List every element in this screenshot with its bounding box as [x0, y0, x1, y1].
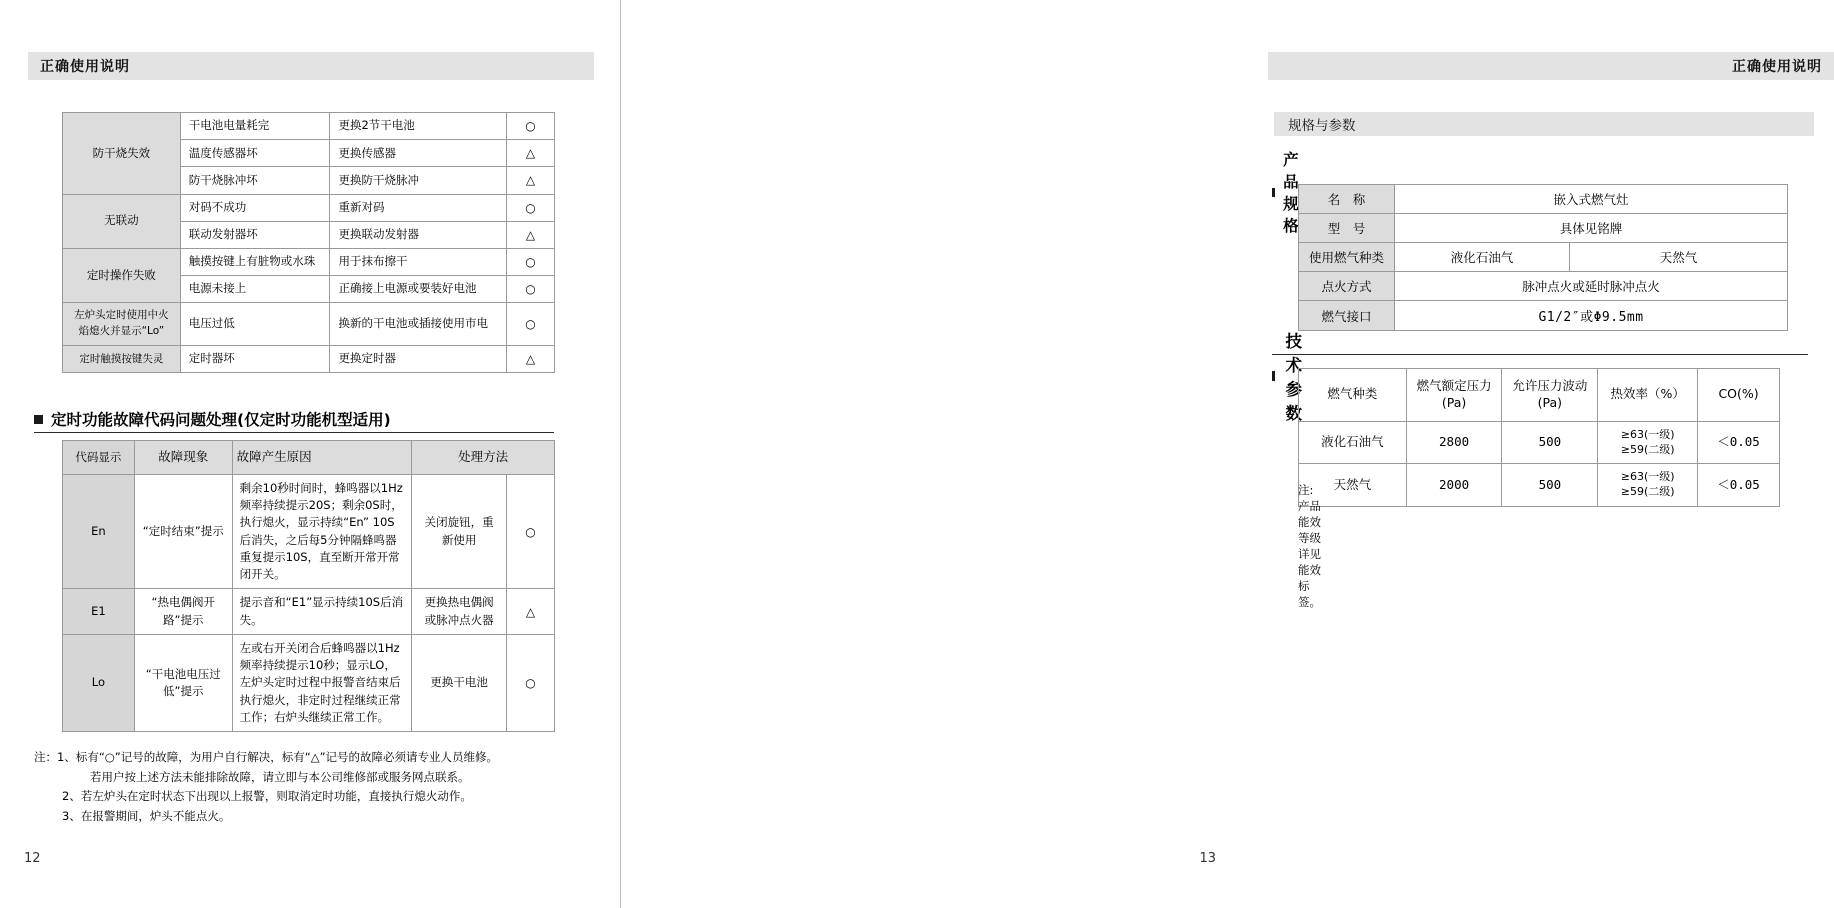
fault-category: 定时触摸按键失灵 [63, 345, 181, 372]
fault-mark: ○ [507, 113, 555, 140]
spec-value: 嵌入式燃气灶 [1395, 185, 1788, 214]
fault-solution: 用于抹布擦干 [330, 248, 507, 275]
fault-solution: 更换联动发射器 [330, 221, 507, 248]
fault-phenomenon: 联动发射器坏 [180, 221, 330, 248]
efficiency-grade-2: ≥59(二级) [1620, 442, 1675, 456]
tech-note: 注:产品能效等级详见能效标签。 [1298, 483, 1321, 609]
error-phenomenon: “热电偶阀开路”提示 [134, 589, 232, 635]
fault-troubleshooting-table [62, 112, 555, 373]
error-phenomenon: “干电池电压过低”提示 [134, 634, 232, 731]
fault-mark: △ [507, 140, 555, 167]
error-cause: 剩余10秒时间时，蜂鸣器以1Hz频率持续提示20S；剩余0S时，执行熄火，显示持续“En” 10S后消失，之后每5分钟隔蜂鸣器重复提示10S，直至断开常开常闭开关。 [232, 474, 412, 589]
error-method: 更换干电池 [412, 634, 507, 731]
timer-section-heading [34, 408, 391, 430]
error-cause: 左或右开关闭合后蜂鸣器以1Hz频率持续提示10秒；显示LO，左炉头定时过程中报警音结束后执行熄火，非定时过程继续正常工作；右炉头继续正常工作。 [232, 634, 412, 731]
right-page-header [1268, 52, 1834, 80]
table-row [1299, 464, 1780, 507]
fault-solution: 正确接上电源或要装好电池 [330, 276, 507, 303]
error-mark: ○ [507, 474, 555, 589]
fault-phenomenon: 对码不成功 [180, 194, 330, 221]
table-row [1299, 272, 1788, 301]
table-header-row [1299, 369, 1780, 422]
error-mark: ○ [507, 634, 555, 731]
fault-mark: ○ [507, 248, 555, 275]
spec-section-bar: 规格与参数 [1274, 112, 1814, 136]
table-row [1299, 185, 1788, 214]
table-row [63, 248, 555, 275]
tech-spec-title: 技术参数 [1285, 332, 1302, 423]
note-line: 3、在报警期间，炉头不能点火。 [62, 808, 231, 823]
table-row [63, 194, 555, 221]
right-page-number: 13 [1199, 851, 1216, 866]
fault-phenomenon: 电源未接上 [180, 276, 330, 303]
error-code: En [63, 474, 135, 589]
fault-mark: ○ [507, 303, 555, 346]
table-row [63, 345, 555, 372]
fault-solution: 更换防干烧脉冲 [330, 167, 507, 194]
tech-co: ＜0.05 [1698, 464, 1780, 507]
left-header-title: 正确使用说明 [40, 59, 130, 75]
note-line: 2、若左炉头在定时状态下出现以上报警，则取消定时功能，直接执行熄火动作。 [62, 789, 472, 804]
spec-label: 使用燃气种类 [1299, 243, 1395, 272]
table-row [1299, 243, 1788, 272]
spec-value: 具体见铭牌 [1395, 214, 1788, 243]
spec-value: 液化石油气 [1395, 243, 1570, 272]
square-bullet-icon [1272, 188, 1275, 197]
table-row [63, 303, 555, 346]
table-row [63, 589, 555, 635]
table-row [1299, 301, 1788, 331]
fault-solution: 更换定时器 [330, 345, 507, 372]
tech-gas-type: 天然气 [1299, 464, 1407, 507]
right-header-title: 正确使用说明 [1732, 59, 1822, 75]
table-row [1299, 214, 1788, 243]
tech-section-rule [1272, 354, 1808, 355]
square-bullet-icon [34, 415, 43, 424]
tech-thermal-efficiency [1598, 464, 1698, 507]
error-code-table [62, 440, 555, 732]
left-page-number: 12 [24, 851, 41, 866]
fault-mark: △ [507, 167, 555, 194]
tech-parameters-table [1298, 368, 1780, 507]
tech-rated-pressure: 2000 [1406, 464, 1502, 507]
fault-category: 定时操作失败 [63, 248, 181, 302]
col-header-pressure-fluctuation: 允许压力波动(Pa) [1502, 369, 1598, 422]
fault-solution: 更换传感器 [330, 140, 507, 167]
tech-pressure-fluctuation: 500 [1502, 421, 1598, 464]
col-header-co: CO(%) [1698, 369, 1780, 422]
table-row [63, 474, 555, 589]
col-header-rated-pressure: 燃气额定压力(Pa) [1406, 369, 1502, 422]
tech-rated-pressure: 2800 [1406, 421, 1502, 464]
tech-co: ＜0.05 [1698, 421, 1780, 464]
spec-value: 脉冲点火或延时脉冲点火 [1395, 272, 1788, 301]
timer-section-title: 定时功能故障代码问题处理(仅定时功能机型适用) [51, 411, 391, 429]
fault-category: 防干烧失效 [63, 113, 181, 195]
error-code: E1 [63, 589, 135, 635]
fault-mark: ○ [507, 276, 555, 303]
spec-label: 名 称 [1299, 185, 1395, 214]
fault-category: 左炉头定时使用中火焰熄火并显示“Lo” [63, 303, 181, 346]
col-header-thermal-efficiency: 热效率（%） [1598, 369, 1698, 422]
error-cause: 提示音和“E1”显示持续10S后消失。 [232, 589, 412, 635]
col-header-cause: 故障产生原因 [232, 441, 412, 475]
spec-value: G1/2″或Φ9.5mm [1395, 301, 1788, 331]
col-header-method: 处理方法 [412, 441, 555, 475]
efficiency-grade-2: ≥59(二级) [1620, 485, 1675, 499]
error-code: Lo [63, 634, 135, 731]
table-header-row [63, 441, 555, 475]
col-header-code: 代码显示 [63, 441, 135, 475]
col-header-gas-type: 燃气种类 [1299, 369, 1407, 422]
error-mark: △ [507, 589, 555, 635]
left-page [0, 0, 620, 908]
note-line: 注：1、标有“○”记号的故障，为用户自行解决，标有“△”记号的故障必须请专业人员维修。 [34, 750, 499, 764]
error-phenomenon: “定时结束”提示 [134, 474, 232, 589]
fault-phenomenon: 干电池电量耗完 [180, 113, 330, 140]
fault-phenomenon: 防干烧脉冲坏 [180, 167, 330, 194]
table-row [63, 634, 555, 731]
error-method: 关闭旋钮，重新使用 [412, 474, 507, 589]
spec-label: 点火方式 [1299, 272, 1395, 301]
tech-thermal-efficiency [1598, 421, 1698, 464]
fault-mark: △ [507, 345, 555, 372]
table-row [63, 113, 555, 140]
left-page-header [28, 52, 594, 80]
fault-category: 无联动 [63, 194, 181, 248]
tech-pressure-fluctuation: 500 [1502, 464, 1598, 507]
product-spec-table [1298, 184, 1788, 331]
fault-phenomenon: 触摸按键上有脏物或水珠 [180, 248, 330, 275]
fault-phenomenon: 定时器坏 [180, 345, 330, 372]
right-page [620, 0, 1822, 908]
note-line: 若用户按上述方法未能排除故障，请立即与本公司维修部或服务网点联系。 [90, 769, 470, 784]
efficiency-grade-1: ≥63(一级) [1620, 470, 1675, 484]
timer-section-rule [34, 432, 554, 433]
col-header-phenomenon: 故障现象 [134, 441, 232, 475]
spec-value: 天然气 [1570, 243, 1788, 272]
error-method: 更换热电偶阀或脉冲点火器 [412, 589, 507, 635]
fault-mark: ○ [507, 194, 555, 221]
fault-mark: △ [507, 221, 555, 248]
fault-phenomenon: 电压过低 [180, 303, 330, 346]
tech-gas-type: 液化石油气 [1299, 421, 1407, 464]
left-page-notes [34, 748, 594, 826]
table-row [1299, 421, 1780, 464]
fault-phenomenon: 温度传感器坏 [180, 140, 330, 167]
square-bullet-icon [1272, 371, 1275, 381]
efficiency-grade-1: ≥63(一级) [1620, 427, 1675, 441]
spec-label: 燃气接口 [1299, 301, 1395, 331]
fault-solution: 更换2节干电池 [330, 113, 507, 140]
product-spec-title: 产品规格 [1283, 151, 1299, 235]
fault-solution: 换新的干电池或插接使用市电 [330, 303, 507, 346]
spec-label: 型 号 [1299, 214, 1395, 243]
fault-solution: 重新对码 [330, 194, 507, 221]
